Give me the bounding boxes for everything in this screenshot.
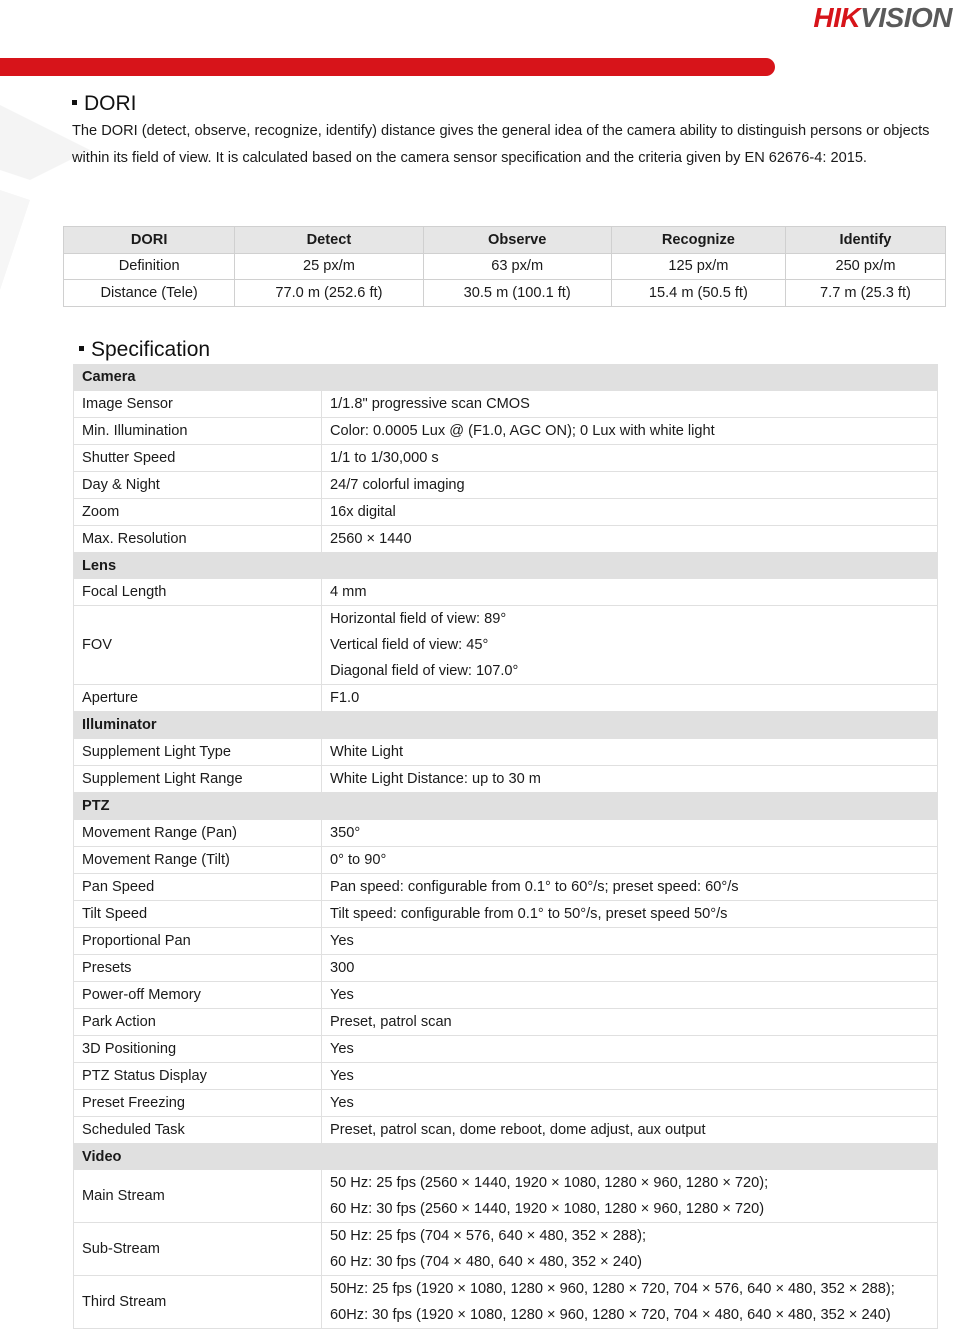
spec-value-line: Yes	[330, 1040, 354, 1057]
spec-row	[74, 471, 938, 498]
spec-category-label: PTZ	[74, 793, 938, 820]
spec-label: Park Action	[74, 1008, 322, 1035]
spec-value	[322, 927, 938, 954]
spec-value-line: Yes	[330, 932, 354, 949]
spec-value-line: White Light Distance: up to 30 m	[330, 771, 541, 788]
spec-value-line: 60 Hz: 30 fps (2560 × 1440, 1920 × 1080, 1280 × 960, 1280 × 720)	[330, 1201, 765, 1218]
spec-value	[322, 1170, 938, 1223]
dori-cell: 25 px/m	[235, 253, 423, 280]
dori-cell: Distance (Tele)	[64, 280, 235, 307]
spec-value	[322, 819, 938, 846]
spec-row	[74, 846, 938, 873]
spec-table-body	[74, 364, 938, 1329]
spec-value-line: Preset, patrol scan, dome reboot, dome adjust, aux output	[330, 1121, 706, 1138]
spec-value	[322, 444, 938, 471]
spec-value-line: Preset, patrol scan	[330, 1013, 452, 1030]
spec-value	[322, 1276, 938, 1329]
spec-category-row	[74, 1143, 938, 1170]
spec-label: Day & Night	[74, 471, 322, 498]
spec-value	[322, 1035, 938, 1062]
bullet-icon	[79, 346, 84, 351]
spec-label: Third Stream	[74, 1276, 322, 1329]
spec-row	[74, 1223, 938, 1276]
spec-row	[74, 1008, 938, 1035]
spec-label: Movement Range (Pan)	[74, 819, 322, 846]
spec-value-line: Yes	[330, 1067, 354, 1084]
spec-section-title	[79, 338, 210, 362]
spec-value	[322, 685, 938, 712]
spec-value	[322, 417, 938, 444]
spec-label: Max. Resolution	[74, 525, 322, 552]
dori-row	[64, 253, 946, 280]
dori-cell: 63 px/m	[423, 253, 611, 280]
dori-cell: 15.4 m (50.5 ft)	[611, 280, 785, 307]
spec-row	[74, 525, 938, 552]
dori-cell: 30.5 m (100.1 ft)	[423, 280, 611, 307]
spec-value-line: 24/7 colorful imaging	[330, 476, 465, 493]
spec-label: Aperture	[74, 685, 322, 712]
spec-value-line: Vertical field of view: 45°	[330, 637, 489, 654]
spec-label: Focal Length	[74, 579, 322, 606]
spec-value-line: 50 Hz: 25 fps (2560 × 1440, 1920 × 1080, 1280 × 960, 1280 × 720);	[330, 1175, 769, 1192]
spec-label: Shutter Speed	[74, 444, 322, 471]
spec-value	[322, 1116, 938, 1143]
spec-value-line: 4 mm	[330, 584, 367, 601]
spec-label: Pan Speed	[74, 873, 322, 900]
spec-category-label: Lens	[74, 552, 938, 579]
spec-value-line: Tilt speed: configurable from 0.1° to 50°/s, preset speed 50°/s	[330, 905, 728, 922]
spec-row	[74, 954, 938, 981]
spec-value	[322, 525, 938, 552]
spec-label: Proportional Pan	[74, 927, 322, 954]
bullet-icon	[72, 100, 77, 105]
spec-value	[322, 954, 938, 981]
spec-row	[74, 927, 938, 954]
dori-cell: 250 px/m	[785, 253, 945, 280]
spec-value	[322, 579, 938, 606]
spec-value-line: Yes	[330, 986, 354, 1003]
dori-cell: 77.0 m (252.6 ft)	[235, 280, 423, 307]
spec-value-line: 0° to 90°	[330, 851, 387, 868]
spec-value-line: White Light	[330, 744, 404, 761]
spec-value	[322, 873, 938, 900]
spec-label: Movement Range (Tilt)	[74, 846, 322, 873]
dori-intro: The DORI (detect, observe, recognize, identify) distance gives the general idea of the camera ability to distinguish persons or objects within its field of view. It is calculated based on the camera sensor specification and the criteria given by EN 62676-4: 2015.	[72, 123, 930, 166]
spec-label: Preset Freezing	[74, 1089, 322, 1116]
spec-row	[74, 417, 938, 444]
spec-category-row	[74, 712, 938, 739]
spec-value-line: 2560 × 1440	[330, 530, 412, 547]
spec-value	[322, 739, 938, 766]
spec-value-line: 60Hz: 30 fps (1920 × 1080, 1280 × 960, 1280 × 720, 704 × 480, 640 × 480, 352 × 240)	[330, 1307, 891, 1324]
spec-value	[322, 1008, 938, 1035]
spec-value	[322, 846, 938, 873]
spec-value-line: Diagonal field of view: 107.0°	[330, 663, 519, 680]
spec-value	[322, 900, 938, 927]
spec-row	[74, 739, 938, 766]
spec-row	[74, 766, 938, 793]
dori-cell: 125 px/m	[611, 253, 785, 280]
dori-header-cell: Recognize	[611, 227, 785, 254]
spec-label: Scheduled Task	[74, 1116, 322, 1143]
spec-row	[74, 579, 938, 606]
spec-row	[74, 1089, 938, 1116]
spec-label: Min. Illumination	[74, 417, 322, 444]
spec-row	[74, 1170, 938, 1223]
dori-header-cell: DORI	[64, 227, 235, 254]
spec-value	[322, 1062, 938, 1089]
spec-table	[73, 364, 938, 1329]
spec-row	[74, 1116, 938, 1143]
spec-row	[74, 873, 938, 900]
spec-value-line: Color: 0.0005 Lux @ (F1.0, AGC ON); 0 Lux with white light	[330, 422, 715, 439]
spec-label: Main Stream	[74, 1170, 322, 1223]
logo-hik: HIK	[813, 2, 861, 33]
spec-category-row	[74, 793, 938, 820]
spec-value-line: 60 Hz: 30 fps (704 × 480, 640 × 480, 352 × 240)	[330, 1254, 642, 1271]
spec-value	[322, 390, 938, 417]
dori-section-title	[72, 92, 137, 116]
spec-value	[322, 498, 938, 525]
dori-row	[64, 280, 946, 307]
spec-value-line: Horizontal field of view: 89°	[330, 611, 507, 628]
spec-label: Presets	[74, 954, 322, 981]
spec-label: Power-off Memory	[74, 981, 322, 1008]
spec-label: 3D Positioning	[74, 1035, 322, 1062]
spec-row	[74, 606, 938, 685]
brand-logo	[813, 2, 952, 34]
spec-label: Sub-Stream	[74, 1223, 322, 1276]
spec-category-label: Illuminator	[74, 712, 938, 739]
spec-value	[322, 766, 938, 793]
logo-vision: VISION	[860, 2, 952, 33]
dori-header-cell: Detect	[235, 227, 423, 254]
spec-value	[322, 471, 938, 498]
spec-row	[74, 1035, 938, 1062]
spec-value	[322, 981, 938, 1008]
spec-value-line: 350°	[330, 824, 361, 841]
spec-title-text: Specification	[91, 338, 211, 361]
dori-cell: 7.7 m (25.3 ft)	[785, 280, 945, 307]
spec-category-row	[74, 552, 938, 579]
spec-label: Supplement Light Type	[74, 739, 322, 766]
spec-row	[74, 444, 938, 471]
dori-header-row	[64, 227, 946, 254]
spec-row	[74, 819, 938, 846]
spec-value-line: 50 Hz: 25 fps (704 × 576, 640 × 480, 352 × 288);	[330, 1228, 647, 1245]
spec-label: Image Sensor	[74, 390, 322, 417]
dori-header-cell: Observe	[423, 227, 611, 254]
spec-row	[74, 1276, 938, 1329]
spec-label: FOV	[74, 606, 322, 685]
spec-row	[74, 390, 938, 417]
spec-category-label: Video	[74, 1143, 938, 1170]
spec-value-line: Yes	[330, 1094, 354, 1111]
spec-value	[322, 606, 938, 685]
spec-label: PTZ Status Display	[74, 1062, 322, 1089]
spec-value	[322, 1089, 938, 1116]
spec-value-line: Pan speed: configurable from 0.1° to 60°/s; preset speed: 60°/s	[330, 878, 739, 895]
spec-row	[74, 685, 938, 712]
spec-value-line: F1.0	[330, 690, 360, 707]
spec-value-line: 16x digital	[330, 503, 396, 520]
spec-row	[74, 981, 938, 1008]
spec-value-line: 300	[330, 959, 355, 976]
dori-cell: Definition	[64, 253, 235, 280]
spec-value-line: 1/1.8" progressive scan CMOS	[330, 395, 530, 412]
dori-title-text: DORI	[84, 92, 137, 115]
dori-header-cell: Identify	[785, 227, 945, 254]
spec-value	[322, 1223, 938, 1276]
spec-category-row	[74, 364, 938, 390]
spec-label: Zoom	[74, 498, 322, 525]
spec-value-line: 1/1 to 1/30,000 s	[330, 449, 439, 466]
spec-row	[74, 498, 938, 525]
dori-table	[63, 226, 946, 307]
spec-row	[74, 1062, 938, 1089]
spec-row	[74, 900, 938, 927]
spec-value-line: 50Hz: 25 fps (1920 × 1080, 1280 × 960, 1280 × 720, 704 × 576, 640 × 480, 352 × 288);	[330, 1281, 895, 1298]
spec-category-label: Camera	[74, 364, 938, 390]
spec-label: Tilt Speed	[74, 900, 322, 927]
spec-label: Supplement Light Range	[74, 766, 322, 793]
